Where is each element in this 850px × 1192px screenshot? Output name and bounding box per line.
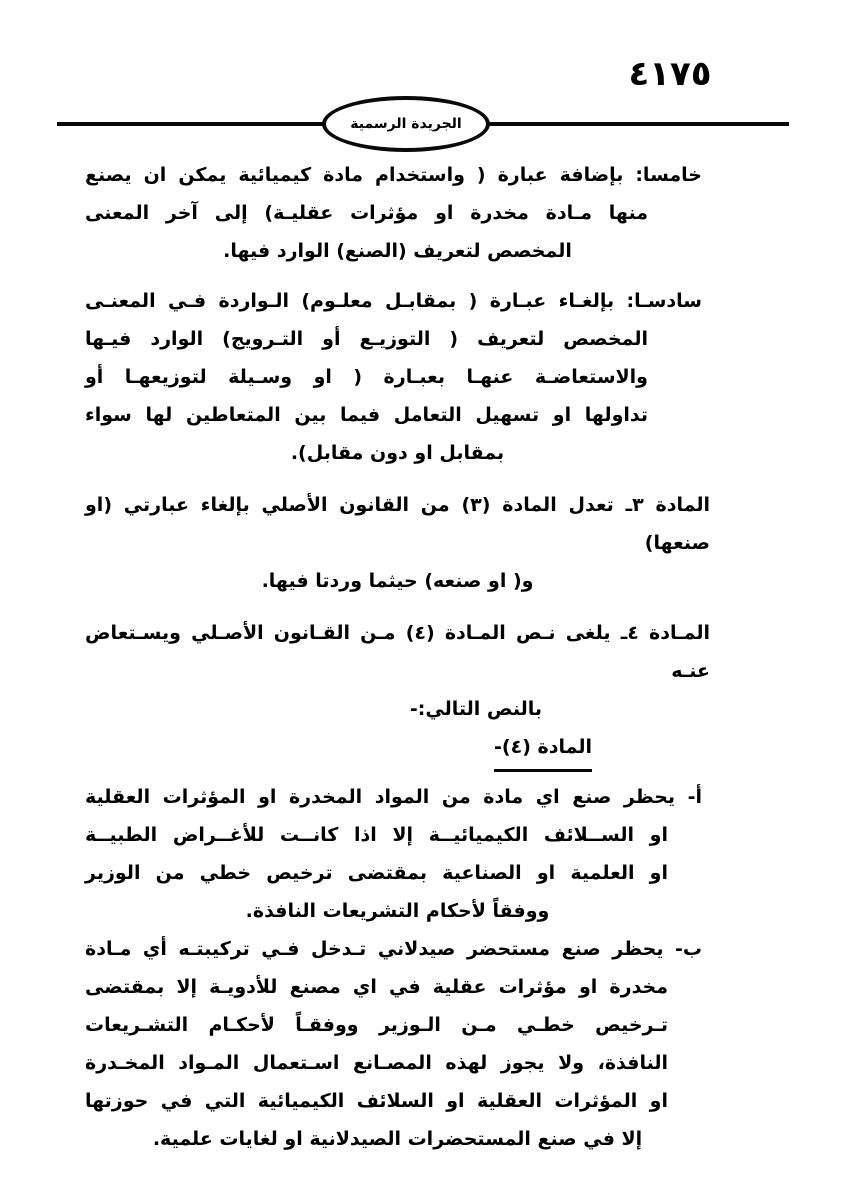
article-four-reference-text: المادة (٤)- <box>494 728 592 772</box>
item-b-line-5: او المؤثرات العقلية او السلائف الكيميائية التي في حوزتها <box>85 1090 668 1112</box>
item-b-line-1: ب- يحظر صنع مستحضر صيدلاني تـدخل فـي تركيبتـه أي مـادة <box>85 938 702 960</box>
clause-six-line-4: تداولها او تسهيل التعامل فيما بين المتعاطين لها سواء <box>85 404 648 426</box>
article-four-line-1: المـادة ٤ـ يلغى نـص المـادة (٤) مـن القـانون الأصـلي ويسـتعاض عنـه <box>85 622 710 682</box>
gazette-banner-label: الجريدة الرسمية <box>350 116 462 132</box>
item-b-line-6: إلا في صنع المستحضرات الصيدلانية او لغايات علمية. <box>152 1128 643 1150</box>
item-a-line-1: أ- يحظر صنع اي مادة من المواد المخدرة او المؤثرات العقلية <box>85 786 702 808</box>
article-four-reference <box>85 728 710 772</box>
article-four-paragraph <box>85 614 710 772</box>
clause-six-line-3: والاستعاضـة عنهـا بعبـارة ( او وسـيلة لتوزيعهـا أو <box>85 366 648 388</box>
clause-five-line-3: المخصص لتعريف (الصنع) الوارد فيها. <box>223 240 572 262</box>
clause-six-line-5: بمقابل او دون مقابل). <box>290 442 505 464</box>
clause-five-line-1: خامسا: بإضافة عبارة ( واستخدام مادة كيميائية يمكن ان يصنع <box>85 164 702 186</box>
item-b-line-4: النافذة، ولا يجوز لهذه المصـانع اسـتعمال المـواد المخـدرة <box>85 1052 668 1074</box>
item-a-line-4: ووفقاً لأحكام التشريعات النافذة. <box>245 900 550 922</box>
page-body <box>85 156 710 1158</box>
article-three-paragraph <box>85 486 710 600</box>
clause-five-paragraph <box>85 156 710 270</box>
item-a-line-3: او العلمية او الصناعية بمقتضى ترخيص خطي من الوزير <box>85 862 668 884</box>
page-number: ٤١٧٥ <box>628 54 712 94</box>
item-b-line-2: مخدرة او مؤثرات عقلية في اي مصنع للأدويـة إلا بمقتضى <box>85 976 668 998</box>
clause-six-line-2: المخصص لتعريف ( التوزيـع أو التـرويج) الوارد فيـها <box>85 328 648 350</box>
item-a-line-2: او الســلائف الكيميائيــة إلا اذا كانــت للأغــراض الطبيــة <box>85 824 668 846</box>
clause-six-paragraph <box>85 282 710 472</box>
item-b-line-3: تـرخيص خطـي مـن الـوزير ووفقـاً لأحكـام التشـريعات <box>85 1014 668 1036</box>
article-three-line-2: و( او صنعه) حيثما وردتا فيها. <box>261 570 534 592</box>
clause-five-line-2: منها مـادة مخدرة او مؤثرات عقليـة) إلى آخر المعنى <box>85 202 648 224</box>
article-three-line-1: المادة ٣ـ تعدل المادة (٣) من القانون الأصلي بإلغاء عبارتي (او صنعها) <box>85 494 710 554</box>
gazette-banner <box>322 96 490 152</box>
article-four-line-2: بالنص التالي:- <box>409 698 542 720</box>
item-b-paragraph <box>85 930 710 1158</box>
clause-six-line-1: سادسـا: بإلغـاء عبـارة ( بمقابـل معلـوم) الـواردة فـي المعنـى <box>85 290 702 312</box>
item-a-paragraph <box>85 778 710 930</box>
